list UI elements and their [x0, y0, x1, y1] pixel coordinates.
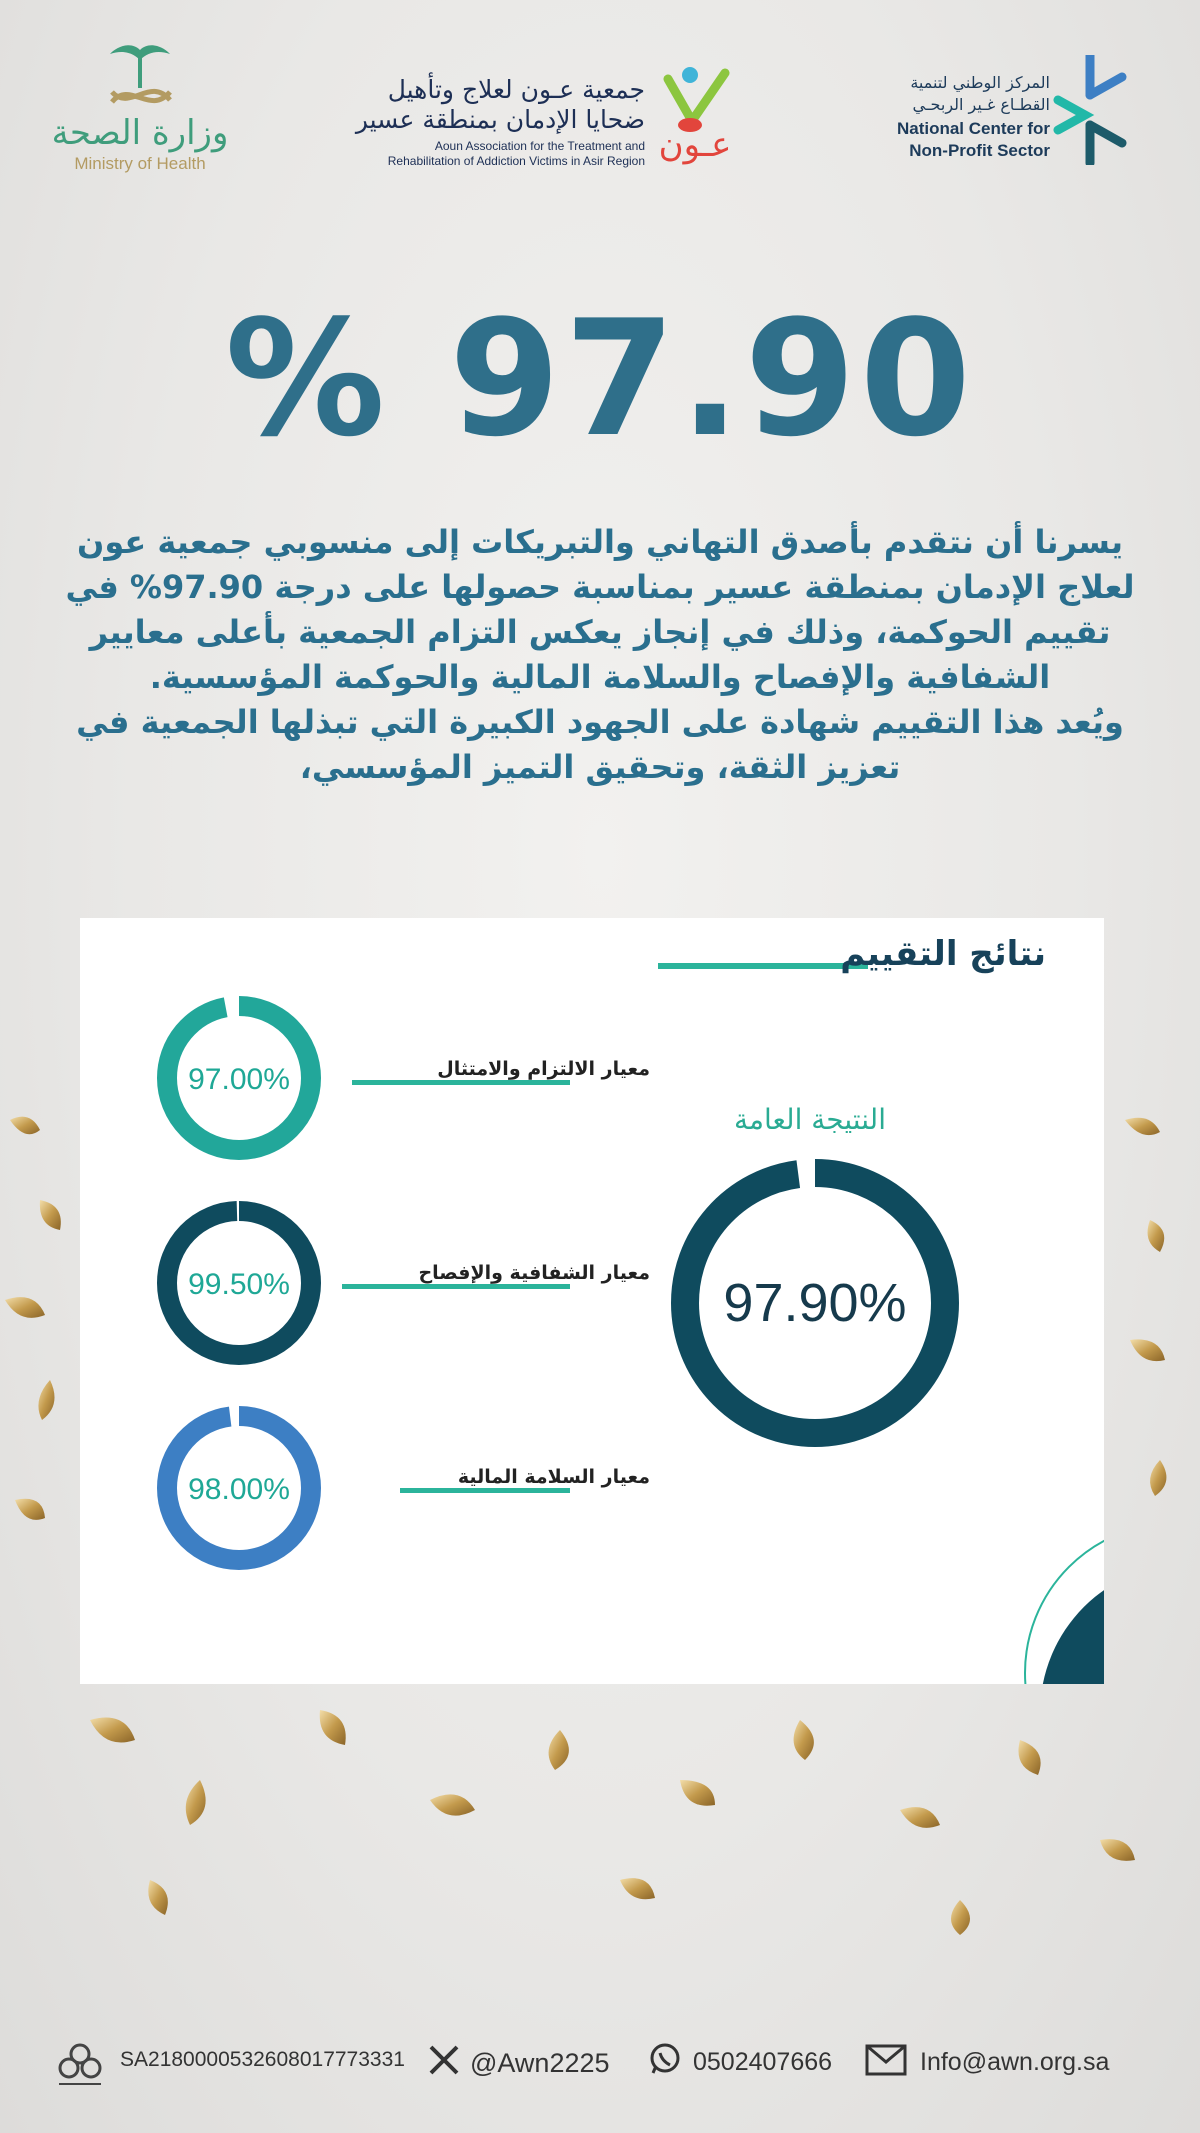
moh-name-english: Ministry of Health [74, 154, 206, 173]
ring-value: 97.00% [188, 1063, 290, 1096]
overall-value: 97.90% [723, 1273, 907, 1333]
aoun-logo-word: عـون [658, 125, 732, 165]
aoun-name-arabic-line2: ضحايا الإدمان بمنطقة عسير [355, 105, 645, 134]
whatsapp-icon [648, 2042, 682, 2076]
overall-label: النتيجة العامة [733, 1103, 886, 1136]
aoun-name-english-line1: Aoun Association for the Treatment and [434, 139, 645, 153]
ncnp-logo [890, 55, 1130, 165]
footer-contacts [0, 2030, 1200, 2100]
criterion-ring-compliance [154, 993, 324, 1163]
criterion-label-compliance: معيار الالتزام والامتثال [437, 1058, 650, 1080]
criterion-ring-financial [154, 1403, 324, 1573]
message-line: تعزيز الثقة، وتحقيق التميز المؤسسي، [299, 748, 901, 786]
overall-ring [665, 1153, 965, 1453]
ncnp-name-english-line2: Non-Profit Sector [909, 141, 1050, 160]
moh-name-arabic: وزارة الصحة [51, 113, 229, 153]
aoun-mark-icon [650, 65, 740, 175]
criterion-underline [352, 1080, 570, 1085]
email-icon [865, 2044, 907, 2076]
message-line: الشفافية والإفصاح والسلامة المالية والحوكمة المؤسسية. [149, 658, 1051, 696]
ncnp-name-arabic-line1: المركز الوطني لتنمية [910, 73, 1050, 92]
message-line: لعلاج الإدمان بمنطقة عسير بمناسبة حصولها على درجة 97.90% في [65, 568, 1135, 606]
results-title: نتائج التقييم [840, 934, 1046, 974]
aoun-association-logo [355, 55, 740, 175]
ncnp-name-english-line1: National Center for [896, 119, 1050, 138]
message-line: تقييم الحوكمة، وذلك في إنجاز يعكس التزام الجمعية بأعلى معايير [89, 613, 1111, 651]
message-line: ويُعد هذا التقييم شهادة على الجهود الكبيرة التي تبذلها الجمعية في [76, 703, 1124, 741]
ncnp-star-icon [1050, 55, 1130, 165]
criterion-underline [342, 1284, 570, 1289]
decorative-arc [1015, 1463, 1104, 1684]
headline-score: % 97.90 [224, 285, 976, 472]
bank-account-number: SA2180000532608017773331 [120, 2048, 405, 2071]
ring-value: 99.50% [188, 1268, 290, 1301]
message-line: يسرنا أن نتقدم بأصدق التهاني والتبريكات إلى منسوبي جمعية عون [77, 523, 1123, 561]
palm-swords-emblem-icon [100, 40, 180, 120]
criterion-underline [400, 1488, 570, 1493]
phone-number[interactable]: 0502407666 [693, 2048, 833, 2076]
ncnp-name-arabic-line2: القطـاع غـير الربحـي [912, 95, 1050, 114]
congratulation-message [60, 520, 1140, 790]
criterion-label-transparency: معيار الشفافية والإفصاح [418, 1262, 650, 1284]
email-address[interactable]: Info@awn.org.sa [920, 2048, 1110, 2076]
twitter-handle[interactable]: @Awn2225 [470, 2048, 610, 2078]
criterion-label-financial: معيار السلامة المالية [457, 1466, 650, 1488]
x-twitter-icon [428, 2044, 460, 2076]
results-card [80, 918, 1104, 1684]
ministry-of-health-logo [40, 40, 240, 190]
ring-value: 98.00% [188, 1473, 290, 1506]
bank-logo-icon [55, 2042, 105, 2088]
aoun-name-arabic-line1: جمعية عـون لعلاج وتأهيل [387, 75, 645, 104]
title-underline [658, 963, 868, 969]
criterion-ring-transparency [154, 1198, 324, 1368]
aoun-name-english-line2: Rehabilitation of Addiction Victims in Asir Region [387, 154, 645, 168]
